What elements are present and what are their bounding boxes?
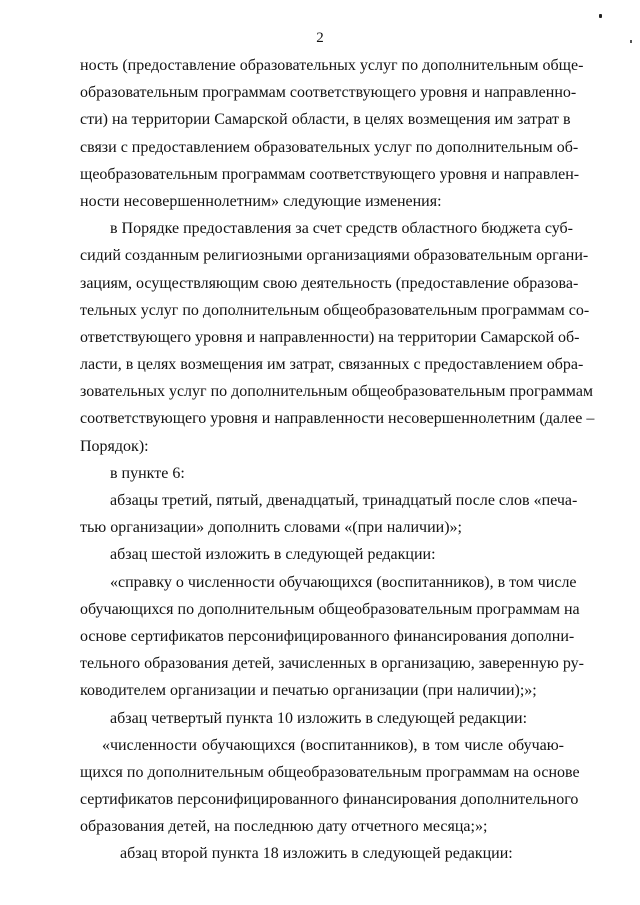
text-line: щеобразовательным программам соответствующего уровня и направлен- (80, 165, 580, 183)
document-body (80, 52, 595, 868)
text-line: образования детей, на последнюю дату отчетного месяца;»; (80, 818, 488, 836)
text-line: в Порядке предоставления за счет средств областного бюджета суб- (110, 220, 573, 238)
text-line: образовательным программам соответствующего уровня и направленно- (80, 84, 577, 102)
text-line: «численности обучающихся (воспитанников), в том числе обучаю- (102, 736, 564, 754)
text-line: щихся по дополнительным общеобразовательным программам на основе (80, 763, 580, 781)
text-line: ности несовершеннолетним» следующие изменения: (80, 192, 442, 210)
text-line: Порядок): (80, 437, 149, 455)
text-line: сти) на территории Самарской области, в целях возмещения им затрат в (80, 111, 571, 129)
text-line: «справку о численности обучающихся (воспитанников), в том числе (110, 573, 577, 591)
text-line: ководителем организации и печатью организации (при наличии);»; (80, 682, 537, 700)
text-line: тельных услуг по дополнительным общеобразовательным программам со- (80, 301, 590, 319)
text-line: зовательных услуг по дополнительным общеобразовательным программам (80, 383, 594, 401)
text-line: обучающихся по дополнительным общеобразовательным программам на (80, 600, 580, 618)
text-line: ность (предоставление образовательных услуг по дополнительным обще- (80, 57, 584, 74)
text-line: абзац шестой изложить в следующей редакции: (110, 546, 436, 564)
text-line: в пункте 6: (110, 464, 185, 482)
scan-speck (599, 14, 602, 18)
page-number: 2 (316, 30, 324, 46)
text-line: сертификатов персонифицированного финансирования дополнительного (80, 791, 579, 809)
text-line: ласти, в целях возмещения им затрат, связанных с предоставлением обра- (80, 356, 584, 374)
text-line: абзац второй пункта 18 изложить в следующей редакции: (120, 845, 513, 863)
text-line: абзац четвертый пункта 10 изложить в следующей редакции: (110, 709, 528, 727)
text-line: основе сертификатов персонифицированного финансирования дополни- (80, 627, 575, 645)
text-line: соответствующего уровня и направленности несовершеннолетним (далее – (80, 410, 595, 428)
text-line: зациям, осуществляющим свою деятельность (предоставление образова- (80, 274, 579, 292)
text-line: ответствующего уровня и направленности) на территории Самарской об- (80, 328, 580, 346)
text-line: сидий созданным религиозными организациями образовательным органи- (80, 247, 589, 265)
text-line: абзацы третий, пятый, двенадцатый, тринадцатый после слов «печа- (110, 492, 578, 509)
text-line: тью организации» дополнить словами «(при наличии)»; (80, 519, 462, 537)
text-line: связи с предоставлением образовательных услуг по дополнительным об- (80, 138, 579, 156)
text-line: тельного образования детей, зачисленных в организацию, заверенную ру- (80, 655, 584, 673)
